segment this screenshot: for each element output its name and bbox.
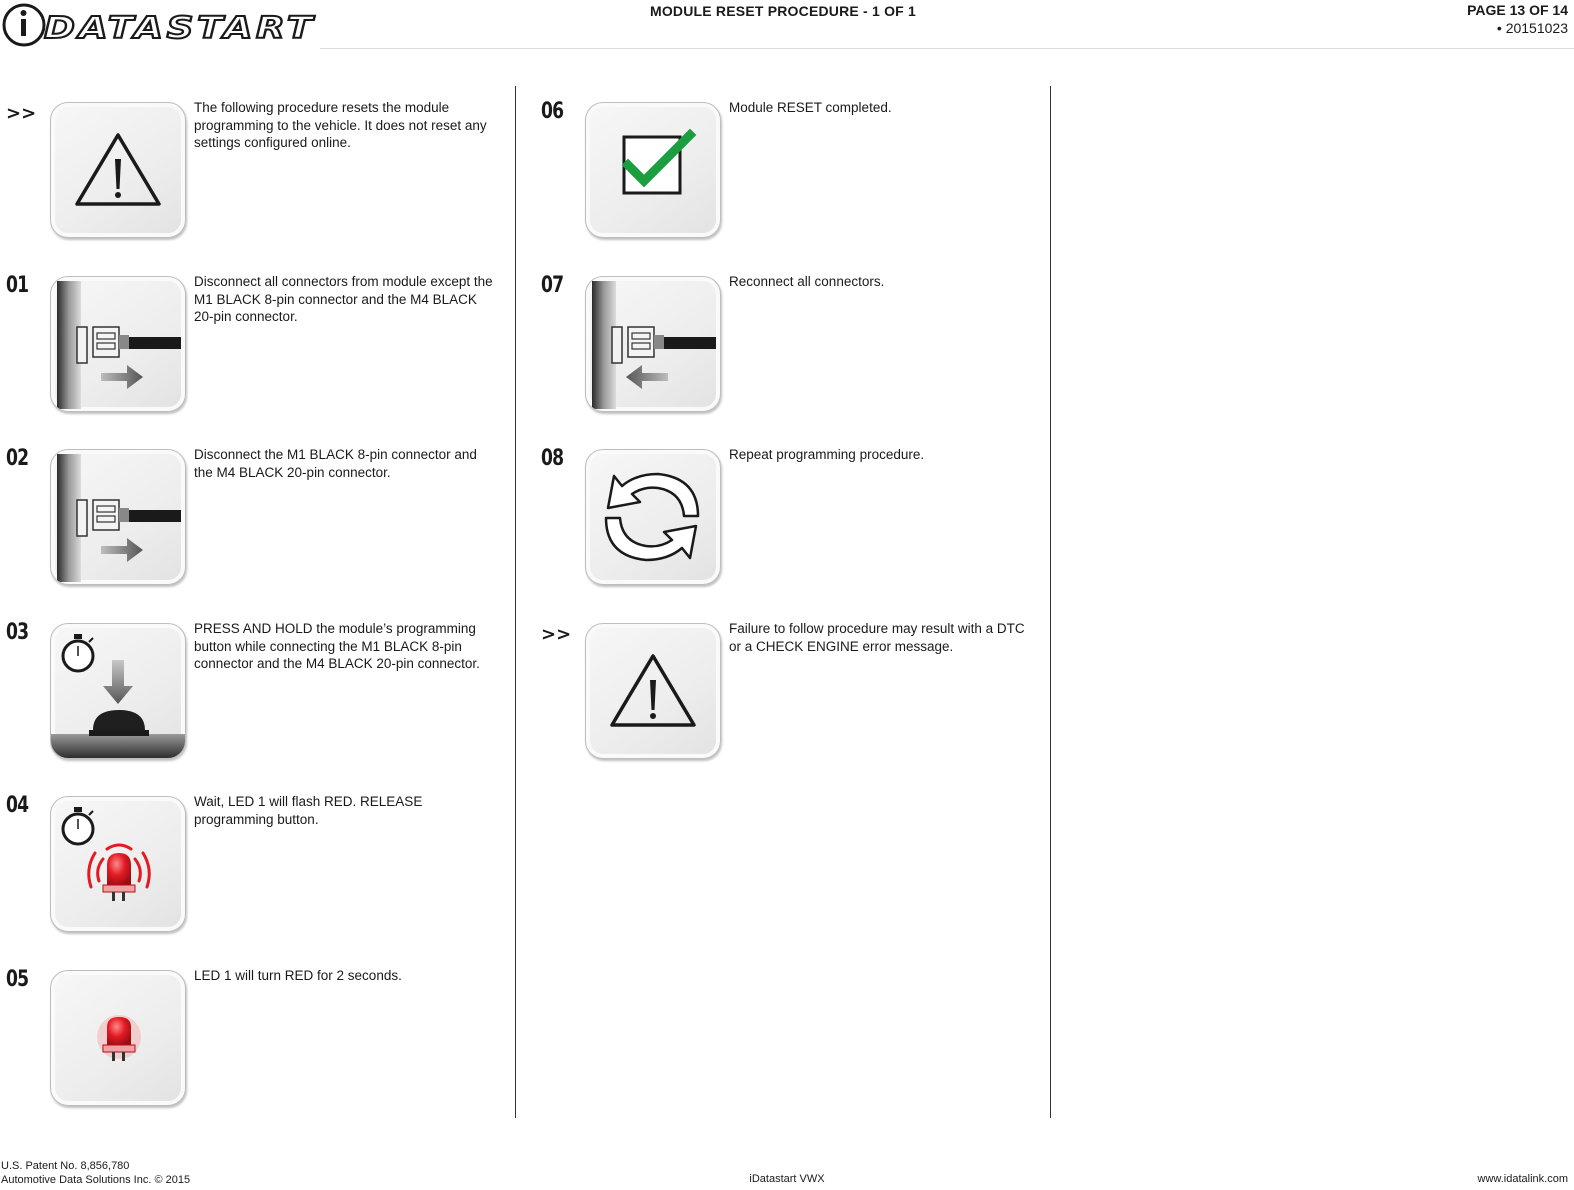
step-number: 06 — [541, 99, 564, 124]
step-text: Failure to follow procedure may result with a DTC or a CHECK ENGINE error message. — [729, 621, 1025, 654]
step-03 — [6, 608, 506, 748]
step-marker: >> — [6, 103, 37, 124]
column-divider-2 — [1050, 86, 1051, 1118]
step-number: 01 — [6, 273, 29, 298]
step-06 — [541, 87, 1041, 227]
step-text: Module RESET completed. — [729, 100, 892, 115]
step-icon-tile — [50, 449, 186, 585]
step-icon-tile — [50, 276, 186, 412]
step-02 — [6, 434, 506, 574]
step-05 — [6, 955, 506, 1095]
step-number: 02 — [6, 446, 29, 471]
checkmark-icon — [586, 103, 720, 237]
step-outro — [541, 608, 1041, 748]
reconnect-connector-icon — [586, 277, 720, 411]
footer-product: iDatastart VWX — [749, 1173, 825, 1185]
disconnect-connector-icon — [51, 277, 185, 411]
press-button-icon — [51, 624, 185, 758]
step-icon-tile — [50, 796, 186, 932]
step-intro — [6, 87, 506, 227]
flashing-red-led-icon — [51, 797, 185, 931]
step-08 — [541, 434, 1041, 574]
stopwatch-icon — [63, 634, 93, 671]
warning-icon — [586, 624, 720, 758]
step-text: Reconnect all connectors. — [729, 274, 885, 289]
step-01 — [6, 261, 506, 401]
step-text: Repeat programming procedure. — [729, 447, 925, 462]
step-number: 03 — [6, 620, 29, 645]
step-text: Disconnect all connectors from module except the M1 BLACK 8-pin connector and the M4 BLACK 20-pin connector. — [194, 274, 493, 324]
repeat-icon — [586, 450, 720, 584]
step-text: Wait, LED 1 will flash RED. RELEASE programming button. — [194, 794, 423, 827]
step-icon-tile — [585, 623, 721, 759]
step-number: 04 — [6, 793, 29, 818]
step-marker: >> — [541, 624, 572, 645]
disconnect-connector-icon — [51, 450, 185, 584]
warning-icon — [51, 103, 185, 237]
step-text: The following procedure resets the module programming to the vehicle. It does not reset any settings configured online. — [194, 100, 487, 150]
step-number: 05 — [6, 967, 29, 992]
step-icon-tile — [50, 102, 186, 238]
step-icon-tile — [585, 102, 721, 238]
header-divider — [320, 48, 1574, 49]
step-text: LED 1 will turn RED for 2 seconds. — [194, 968, 402, 983]
document-title: MODULE RESET PROCEDURE - 1 OF 1 — [649, 3, 916, 19]
footer-website-link[interactable]: www.idatalink.com — [1477, 1173, 1568, 1185]
patent-number: U.S. Patent No. 8,856,780 — [1, 1160, 130, 1172]
page-info — [1467, 1, 1568, 37]
step-number: 07 — [541, 273, 564, 298]
page-number: PAGE 13 OF 14 — [1467, 2, 1568, 18]
step-text: PRESS AND HOLD the module’s programming button while connecting the M1 BLACK 8-pin connector and the M4 BLACK 20-pin connector. — [194, 621, 480, 671]
copyright: Automotive Data Solutions Inc. © 2015 — [1, 1174, 191, 1186]
step-text: Disconnect the M1 BLACK 8-pin connector and the M4 BLACK 20-pin connector. — [194, 447, 477, 480]
step-07 — [541, 261, 1041, 401]
step-number: 08 — [541, 446, 564, 471]
column-divider-1 — [515, 86, 516, 1118]
document-date: • 20151023 — [1496, 20, 1568, 36]
svg-text:DATASTART: DATASTART — [44, 11, 316, 46]
step-icon-tile — [50, 970, 186, 1106]
step-icon-tile — [50, 623, 186, 759]
stopwatch-icon — [63, 807, 93, 844]
step-icon-tile — [585, 276, 721, 412]
solid-red-led-icon — [51, 971, 185, 1105]
step-04 — [6, 781, 506, 921]
step-icon-tile — [585, 449, 721, 585]
